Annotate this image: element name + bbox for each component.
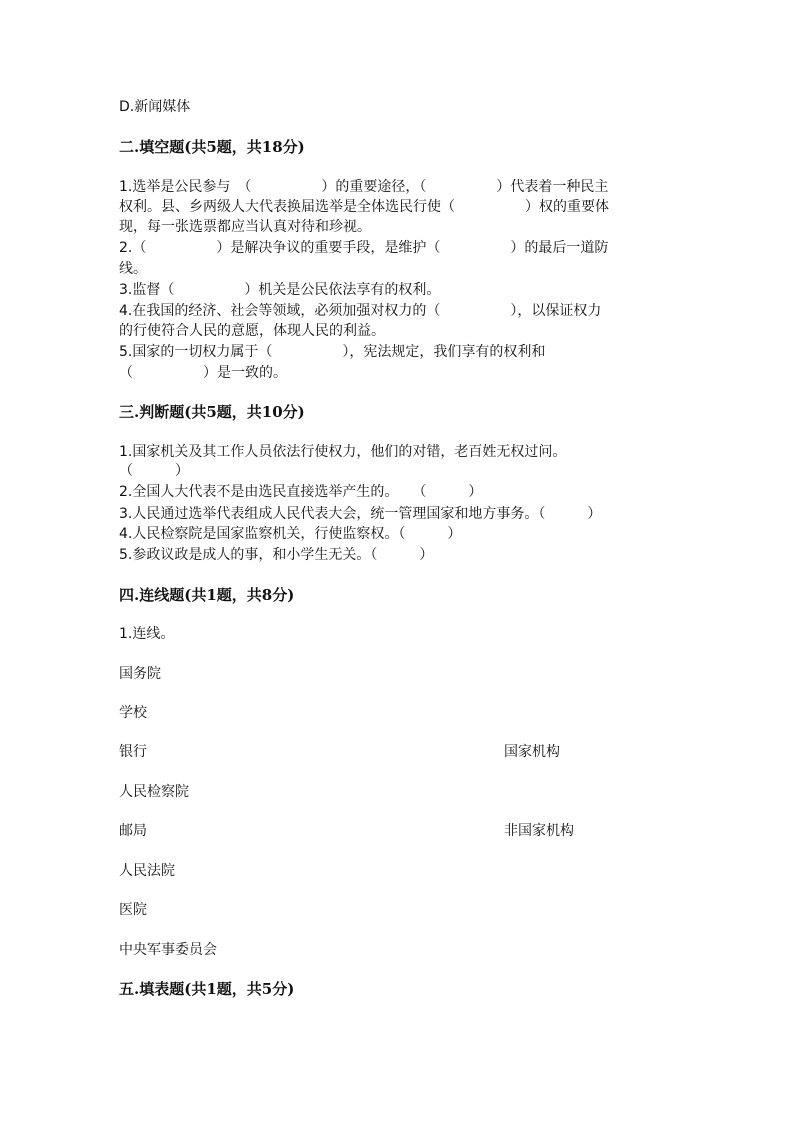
matching-left-item: 学校 <box>119 705 147 721</box>
matching-question: 1.连线。 <box>119 626 175 642</box>
section-2-heading: 二.填空题(共5题，共18分) <box>119 138 305 156</box>
judgement-line: （ ） <box>119 463 189 479</box>
matching-left-item: 人民法院 <box>119 863 175 879</box>
judgement-line: 1.国家机关及其工作人员依法行使权力，他们的对错，老百姓无权过问。 <box>119 444 567 460</box>
fill-blank-line: 1.选举是公民参与 （ ）的重要途径，（ ）代表着一种民主 <box>119 179 609 195</box>
judgement-line: 2.全国人大代表不是由选民直接选举产生的。 （ ） <box>119 484 483 500</box>
matching-left-item: 国务院 <box>119 666 161 682</box>
section-4-heading: 四.连线题(共1题，共8分) <box>119 586 295 604</box>
matching-left-item: 银行 <box>119 744 147 760</box>
judgement-line: 5.参政议政是成人的事，和小学生无关。（ ） <box>119 547 434 563</box>
fill-blank-line: 2.（ ）是解决争议的重要手段，是维护（ ）的最后一道防 <box>119 240 609 256</box>
matching-left-item: 人民检察院 <box>119 784 189 800</box>
matching-left-item: 医院 <box>119 902 147 918</box>
fill-blank-line: 现，每一张选票都应当认真对待和珍视。 <box>119 219 371 235</box>
fill-blank-line: 线。 <box>119 261 147 277</box>
fill-blank-line: 3.监督（ ）机关是公民依法享有的权利。 <box>119 282 441 298</box>
fill-blank-line: 4.在我国的经济、社会等领域，必须加强对权力的（ ），以保证权力 <box>119 303 602 319</box>
section-5-heading: 五.填表题(共1题，共5分) <box>119 980 295 998</box>
fill-blank-line: 的行使符合人民的意愿，体现人民的利益。 <box>119 323 385 339</box>
fill-blank-line: 5.国家的一切权力属于（ ），宪法规定，我们享有的权利和 <box>119 344 546 360</box>
option-d: D.新闻媒体 <box>119 99 191 115</box>
matching-left-item: 邮局 <box>119 823 147 839</box>
fill-blank-line: （ ）是一致的。 <box>119 365 287 381</box>
matching-left-item: 中央军事委员会 <box>119 942 217 958</box>
judgement-line: 4.人民检察院是国家监察机关，行使监察权。（ ） <box>119 526 462 542</box>
section-3-heading: 三.判断题(共5题，共10分) <box>119 403 305 421</box>
matching-right-item: 国家机构 <box>504 744 560 760</box>
judgement-line: 3.人民通过选举代表组成人民代表大会，统一管理国家和地方事务。（ ） <box>119 506 602 522</box>
fill-blank-line: 权利。县、乡两级人大代表换届选举是全体选民行使（ ）权的重要体 <box>119 199 609 215</box>
matching-right-item: 非国家机构 <box>504 823 574 839</box>
